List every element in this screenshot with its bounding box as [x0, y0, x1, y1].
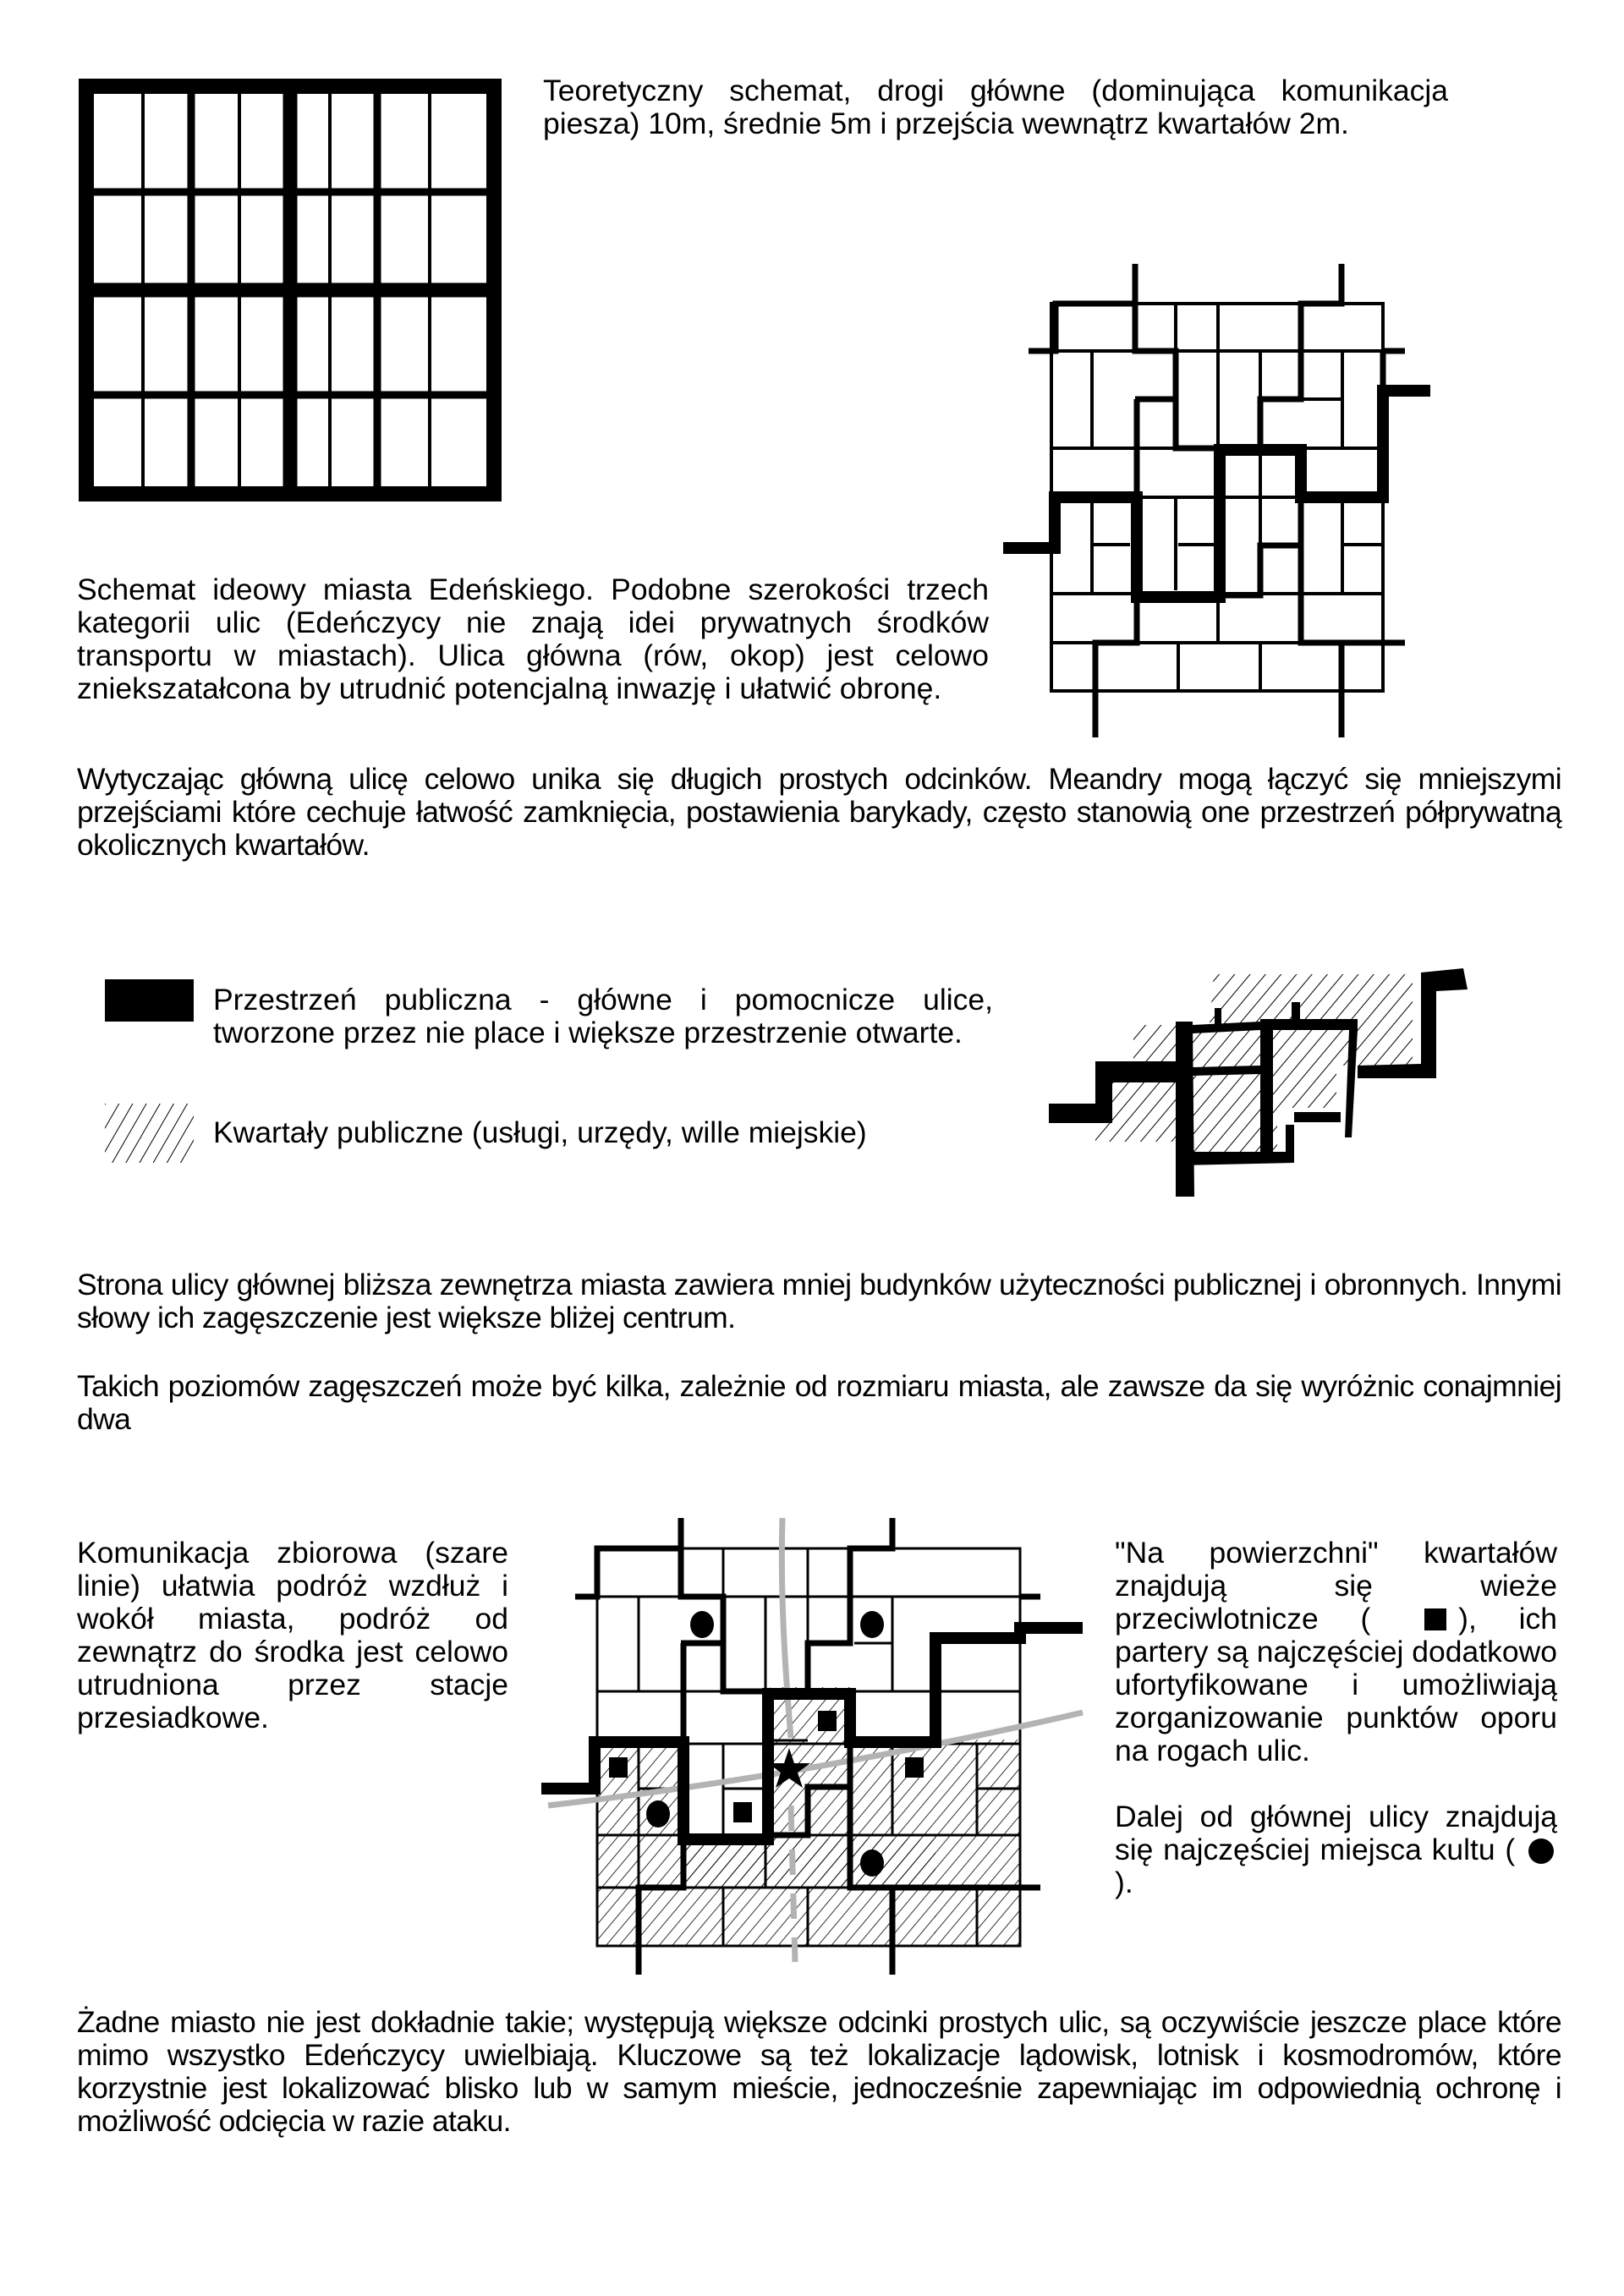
worship-place-circle-icon — [646, 1800, 670, 1827]
theoretical-scheme-caption: Teoretyczny schemat, drogi główne (dominująca komunikacja piesza) 10m, średnie 5m i przejścia wewnątrz kwartałów 2m. — [543, 74, 1448, 140]
worship-place-circle-icon — [860, 1611, 884, 1638]
anti-aircraft-tower-square-icon — [818, 1711, 837, 1731]
density-paragraph-2: Takich poziomów zagęszczeń może być kilka, zależnie od rozmiaru miasta, ale zawsze da się wyróżnic conajmniej dwa — [77, 1369, 1561, 1436]
meander-paragraph: Wytyczając główną ulicę celowo unika się długich prostych odcinków. Meandry mogą łączyć się mniejszymi przejściami które cechuje łatwość zamknięcia, postawienia barykady, często stanowią one przestrzeń półprywatną okolicznych kwartałów. — [77, 762, 1561, 862]
theoretical-grid-diagram — [79, 79, 502, 501]
legend-public-quarters-label: Kwartały publiczne (usługi, urzędy, wille miejskie) — [213, 1115, 867, 1149]
closing-paragraph: Żadne miasto nie jest dokładnie takie; występują większe odcinki prostych ulic, są oczywiście jeszcze place które mimo wszystko Edeńczycy uwielbiają. Kluczowe są też lokalizacje lądowisk, lotnisk i kosmodromów, które korzystnie jest lokalizować blisko lub w samym mieście, jednocześnie zapewniając im odpowiednią ochronę i możliwość odcięcia w razie ataku. — [77, 2005, 1561, 2138]
city-detail-diagram — [541, 1501, 1083, 1975]
legend-public-space-swatch — [105, 979, 194, 1022]
anti-aircraft-tower-square-icon — [905, 1757, 924, 1778]
city-idea-caption: Schemat ideowy miasta Edeńskiego. Podobne szerokości trzech kategorii ulic (Edeńczycy nie znają idei prywatnych środków transportu w miastach). Ulica główna (rów, okop) jest celowo zniekszatałcona by utrudnić potencjalną inwazję i ułatwić obronę. — [77, 573, 989, 705]
public-quarters-sketch — [1049, 956, 1522, 1218]
density-paragraph-1: Strona ulicy głównej bliższa zewnętrza miasta zawiera mniej budynków użyteczności publicznej i obronnych. Innymi słowy ich zagęszczenie jest większe bliżej centrum. — [77, 1268, 1561, 1334]
anti-aircraft-tower-square-icon — [733, 1802, 752, 1822]
city-idea-scheme-diagram — [1003, 264, 1570, 737]
anti-aircraft-tower-square-icon — [609, 1757, 628, 1778]
worship-circle-icon — [1528, 1838, 1554, 1864]
legend-public-quarters-swatch — [105, 1104, 194, 1163]
transit-paragraph: Komunikacja zbiorowa (szare linie) ułatwia podróż wzdłuż i wokół miasta, podróż od zewnątrz do środka jest celowo utrudniona przez stacje przesiadkowe. — [77, 1536, 508, 1734]
legend-public-space-label: Przestrzeń publiczna - główne i pomocnicze ulice, tworzone przez nie place i większe przestrzenie otwarte. — [213, 983, 993, 1049]
surface-towers-paragraph: "Na powierzchni" kwartałów znajdują się wieże przeciwlotnicze ( ), ich partery są najczęściej dodatkowo ufortyfikowane i umożliwiają zorganizowanie punktów oporu na rogach ulic. Dalej od głównej ulicy znajdują się najczęściej miejsca kultu ( ). — [1115, 1536, 1557, 1899]
tower-square-icon — [1424, 1608, 1446, 1630]
worship-place-circle-icon — [690, 1611, 714, 1638]
worship-place-circle-icon — [860, 1849, 884, 1877]
